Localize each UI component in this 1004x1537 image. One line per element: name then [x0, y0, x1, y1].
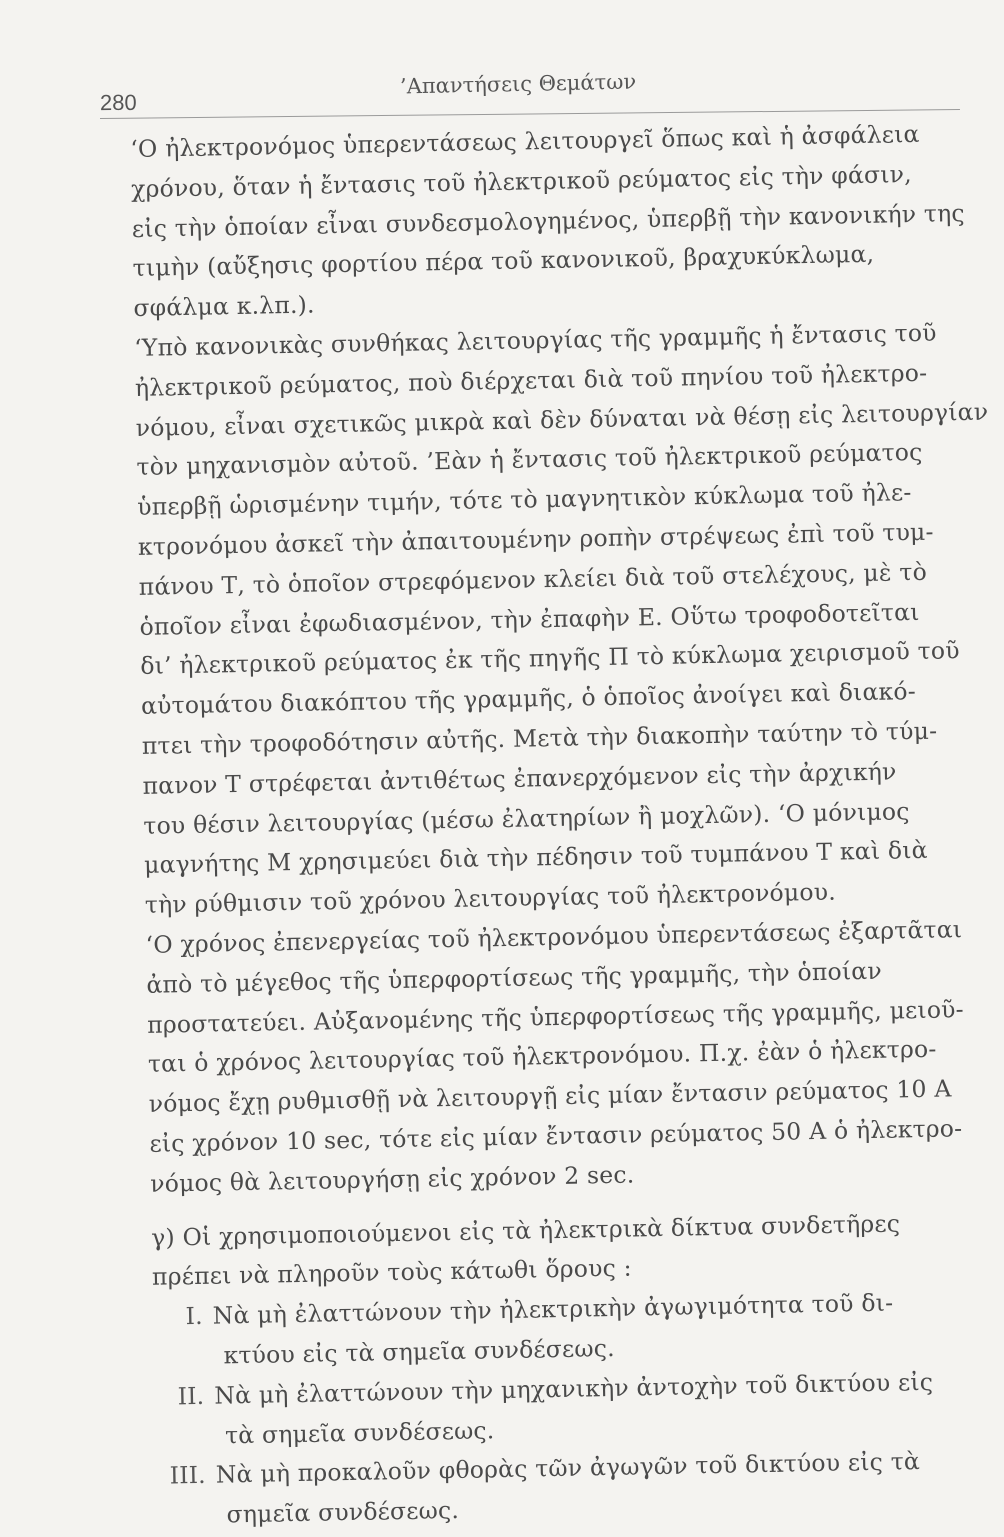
- text-line: πάνου Τ, τὸ ὁποῖον στρεφόμενον κλείει διὰ τοῦ στελέχους, μὲ τὸ: [138, 557, 928, 601]
- text-line: χρόνου, ὅταν ἡ ἔντασις τοῦ ἠλεκτρικοῦ ρεύματος εἰς τὴν φάσιν,: [130, 159, 913, 203]
- list-item-text: Νὰ μὴ ἐλαττώνουν τὴν μηχανικὴν ἀντοχὴν τοῦ δικτύου εἰς: [214, 1367, 934, 1410]
- text-line: ται ὁ χρόνος λειτουργίας τοῦ ἠλεκτρονόμου. Π.χ. ἐὰν ὁ ἠλεκτρο-: [147, 1035, 937, 1079]
- paragraph-1: [130, 114, 974, 329]
- text-line: σφάλμα κ.λπ.).: [133, 290, 315, 323]
- text-line: πτει τὴν τροφοδότησιν αὐτῆς. Μετὰ τὴν διακοπὴν ταύτην τὸ τύμ-: [141, 716, 938, 760]
- text-line: αὐτομάτου διακόπτου τῆς γραμμῆς, ὁ ὁποῖος ἀνοίγει καὶ διακό-: [140, 677, 917, 721]
- text-line: νόμος θὰ λειτουργήσῃ εἰς χρόνον 2 sec.: [149, 1160, 635, 1198]
- list-item-text: Νὰ μὴ προκαλοῦν φθορὰς τῶν ἀγωγῶν τοῦ δικτύου εἰς τὰ: [215, 1447, 921, 1489]
- text-line: εἰς τὴν ὁποίαν εἶναι συνδεσμολογημένος, ὑπερβῇ τὴν κανονικήν της: [131, 198, 965, 243]
- page-number: 280: [99, 89, 137, 116]
- text-line: ὁποῖον εἶναι ἐφωδιασμένον, τὴν ἐπαφὴν Ε. Οὕτω τροφοδοτεῖται: [139, 597, 920, 641]
- text-line: τὸν μηχανισμὸν αὐτοῦ. ’Εὰν ἡ ἔντασις τοῦ ἠλεκτρικοῦ ρεύματος: [136, 438, 923, 482]
- list-item-text: Νὰ μὴ ἐλαττώνουν τὴν ἠλεκτρικὴν ἀγωγιμότητα τοῦ δι-: [212, 1288, 894, 1330]
- text-line: πανον Τ στρέφεται ἀντιθέτως ἐπανερχόμενον εἰς τὴν ἀρχικήν: [142, 757, 897, 800]
- requirements-list: [152, 1282, 996, 1537]
- list-item-text: κτύου εἰς τὰ σημεῖα συνδέσεως.: [223, 1333, 616, 1370]
- list-item-number: I.: [185, 1301, 204, 1331]
- text-line: ‘Υπὸ κανονικὰς συνθήκας λειτουργίας τῆς γραμμῆς ἡ ἔντασις τοῦ: [133, 318, 937, 362]
- text-line: μαγνήτης Μ χρησιμεύει διὰ τὴν πέδησιν τοῦ τυμπάνου Τ καὶ διὰ: [143, 836, 929, 880]
- list-item-text: σημεῖα συνδέσεως.: [226, 1496, 460, 1529]
- text-line: εἰς χρόνον 10 sec, τότε εἰς μίαν ἔντασιν ρεύματος 50 Α ὁ ἠλεκτρο-: [149, 1114, 963, 1158]
- text-line: προστατεύει. Αὐξανομένης τῆς ὑπερφορτίσεως τῆς γραμμῆς, μειοῦ-: [146, 994, 965, 1039]
- text-line: πρέπει νὰ πληροῦν τοὺς κάτωθι ὅρους :: [151, 1253, 632, 1292]
- text-line: ὑπερβῇ ὡρισμένην τιμήν, τότε τὸ μαγνητικὸν κύκλωμα τοῦ ἠλε-: [136, 478, 912, 522]
- text-line: του θέσιν λειτουργίας (μέσω ἐλατηρίων ἢ μοχλῶν). ‘Ο μόνιμος: [143, 796, 910, 840]
- body-text: [130, 114, 997, 1537]
- text-line: ἀπὸ τὸ μέγεθος τῆς ὑπερφορτίσεως τῆς γραμμῆς, τὴν ὁποίαν: [146, 956, 883, 999]
- text-line: τὴν ρύθμισιν τοῦ χρόνου λειτουργίας τοῦ ἠλεκτρονόμου.: [144, 877, 837, 919]
- text-line: τιμὴν (αὔξησις φορτίου πέρα τοῦ κανονικοῦ, βραχυκύκλωμα,: [132, 240, 875, 283]
- paragraph-2: [133, 313, 989, 926]
- paragraph-3: [145, 910, 990, 1205]
- text-line: ‘Ο χρόνος ἐπενεργείας τοῦ ἠλεκτρονόμου ὑπερεντάσεως ἐξαρτᾶται: [145, 915, 963, 959]
- text-line: νόμου, εἶναι σχετικῶς μικρὰ καὶ δὲν δύναται νὰ θέσῃ εἰς λειτουργίαν: [135, 397, 989, 442]
- list-item-number: III.: [169, 1461, 207, 1490]
- text-line: νόμος ἔχῃ ρυθμισθῇ νὰ λειτουργῇ εἰς μίαν ἔντασιν ρεύματος 10 Α: [148, 1074, 952, 1118]
- text-line: ἠλεκτρικοῦ ρεύματος, ποὺ διέρχεται διὰ τοῦ πηνίου τοῦ ἠλεκτρο-: [134, 358, 928, 402]
- text-line: δι’ ἠλεκτρικοῦ ρεύματος ἐκ τῆς πηγῆς Π τὸ κύκλωμα χειρισμοῦ τοῦ: [140, 636, 960, 681]
- list-item-text: τὰ σημεῖα συνδέσεως.: [224, 1415, 495, 1449]
- list-item: [155, 1441, 996, 1537]
- text-line: γ) Οἱ χρησιμοποιούμενοι εἰς τὰ ἠλεκτρικὰ δίκτυα συνδετῆρες: [150, 1208, 901, 1252]
- text-line: κτρονόμου ἀσκεῖ τὴν ἀπαιτουμένην ροπὴν στρέψεως ἐπὶ τοῦ τυμ-: [137, 517, 934, 561]
- list-item-number: II.: [177, 1381, 205, 1411]
- text-line: ‘Ο ἠλεκτρονόμος ὑπερεντάσεως λειτουργεῖ ὅπως καὶ ἡ ἀσφάλεια: [130, 119, 920, 163]
- running-title: ’Απαντήσεις Θεμάτων: [399, 69, 637, 99]
